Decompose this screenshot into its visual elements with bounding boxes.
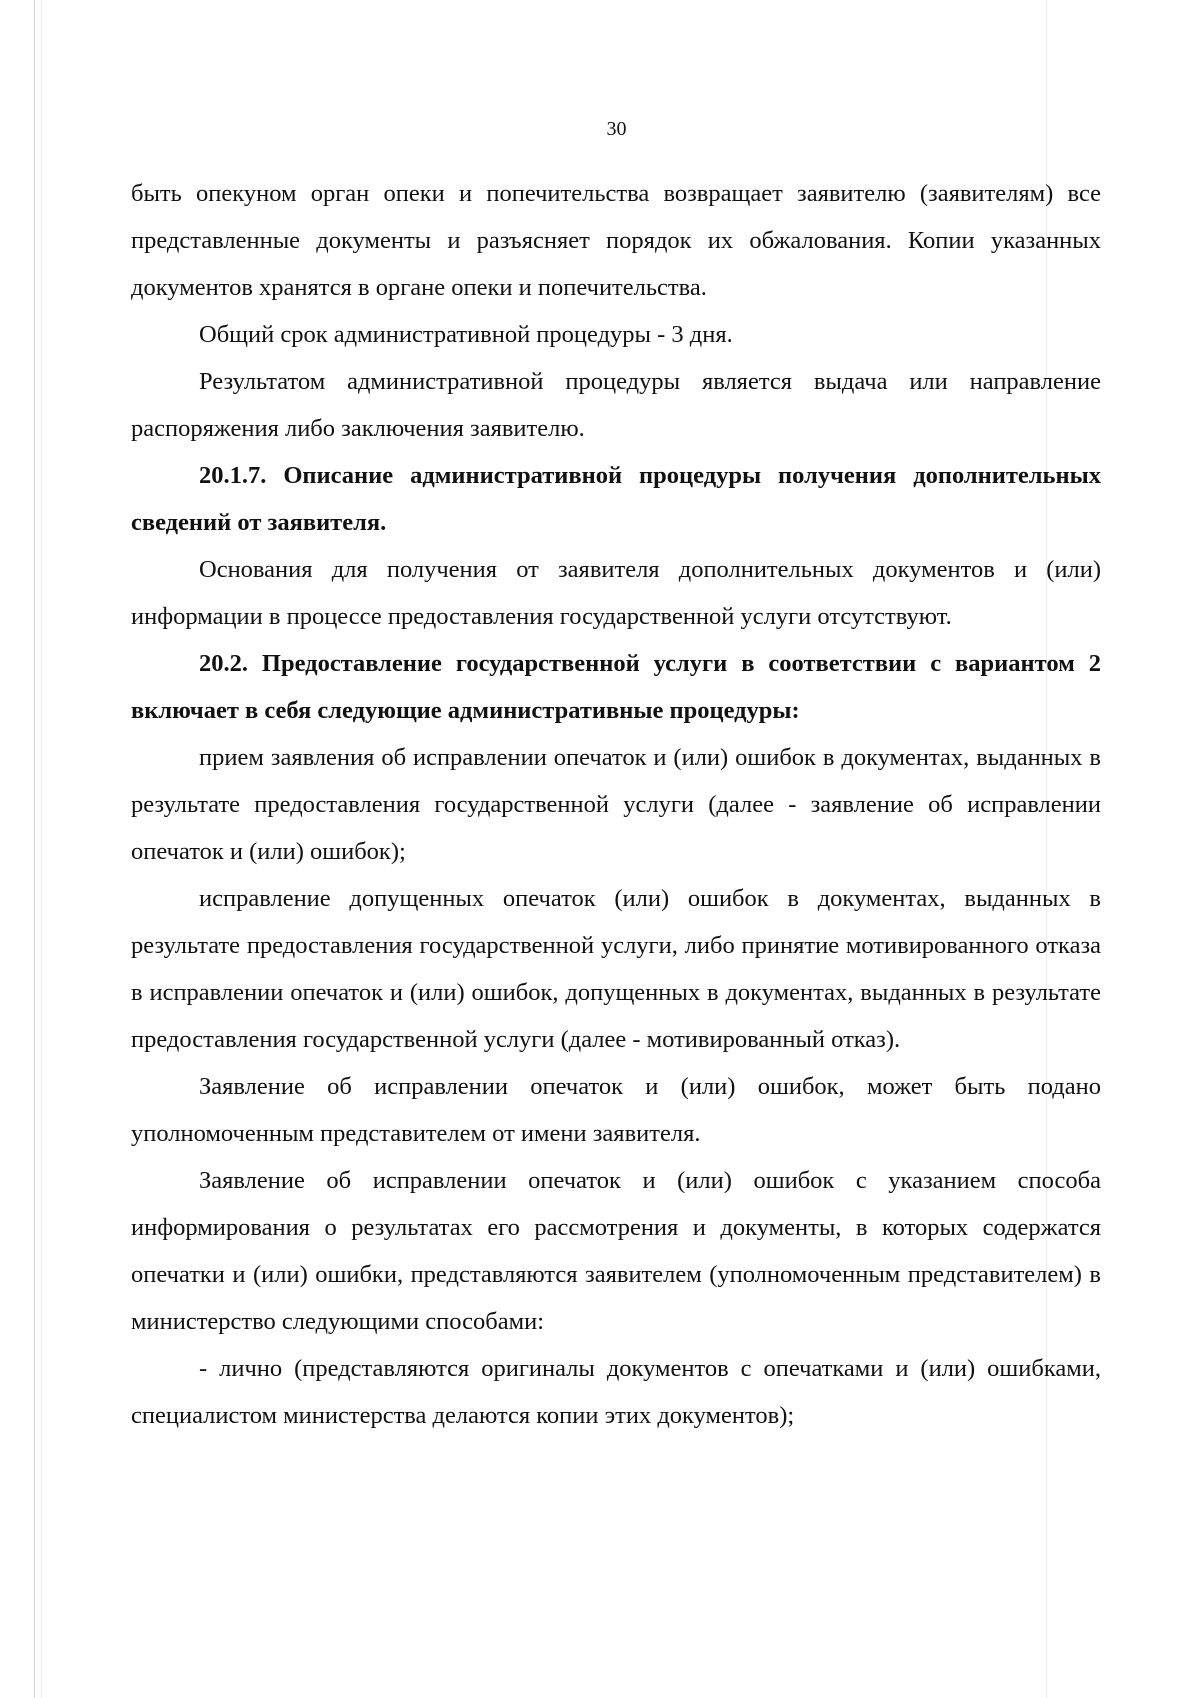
- section-heading-20-2: 20.2. Предоставление государственной услуги в соответствии с вариантом 2 включает в себя следующие административные процедуры:: [131, 650, 1101, 724]
- paragraph-8: исправление допущенных опечаток (или) ошибок в документах, выданных в результате предоставления государственной услуги, либо принятие мотивированного отказа в исправлении опечаток и (или) ошибок, допущенных в документах, выданных в результате предоставления государственной услуги (далее - мотивированный отказ).: [131, 885, 1101, 1053]
- section-heading-20-1-7: 20.1.7. Описание административной процедуры получения дополнительных сведений от заявителя.: [131, 462, 1101, 536]
- paragraph-11: - лично (представляются оригиналы документов с опечатками и (или) ошибками, специалистом министерства делаются копии этих документов);: [131, 1355, 1101, 1429]
- document-body: [131, 170, 1101, 1439]
- paragraph-9: Заявление об исправлении опечаток и (или) ошибок, может быть подано уполномоченным представителем от имени заявителя.: [131, 1073, 1101, 1147]
- paragraph-10: Заявление об исправлении опечаток и (или) ошибок с указанием способа информирования о результатах его рассмотрения и документы, в которых содержатся опечатки и (или) ошибки, представляются заявителем (уполномоченным представителем) в министерство следующими способами:: [131, 1167, 1101, 1335]
- paragraph-1: быть опекуном орган опеки и попечительства возвращает заявителю (заявителям) все представленные документы и разъясняет порядок их обжалования. Копии указанных документов хранятся в органе опеки и попечительства.: [131, 180, 1101, 301]
- paragraph-3: Результатом административной процедуры является выдача или направление распоряжения либо заключения заявителю.: [131, 368, 1101, 442]
- paragraph-5: Основания для получения от заявителя дополнительных документов и (или) информации в процессе предоставления государственной услуги отсутствуют.: [131, 556, 1101, 630]
- scan-edge-left: [34, 0, 42, 1698]
- paragraph-2: Общий срок административной процедуры - 3 дня.: [199, 321, 733, 348]
- paragraph-7: прием заявления об исправлении опечаток и (или) ошибок в документах, выданных в результате предоставления государственной услуги (далее - заявление об исправлении опечаток и (или) ошибок);: [131, 744, 1101, 865]
- page-number: 30: [606, 118, 627, 140]
